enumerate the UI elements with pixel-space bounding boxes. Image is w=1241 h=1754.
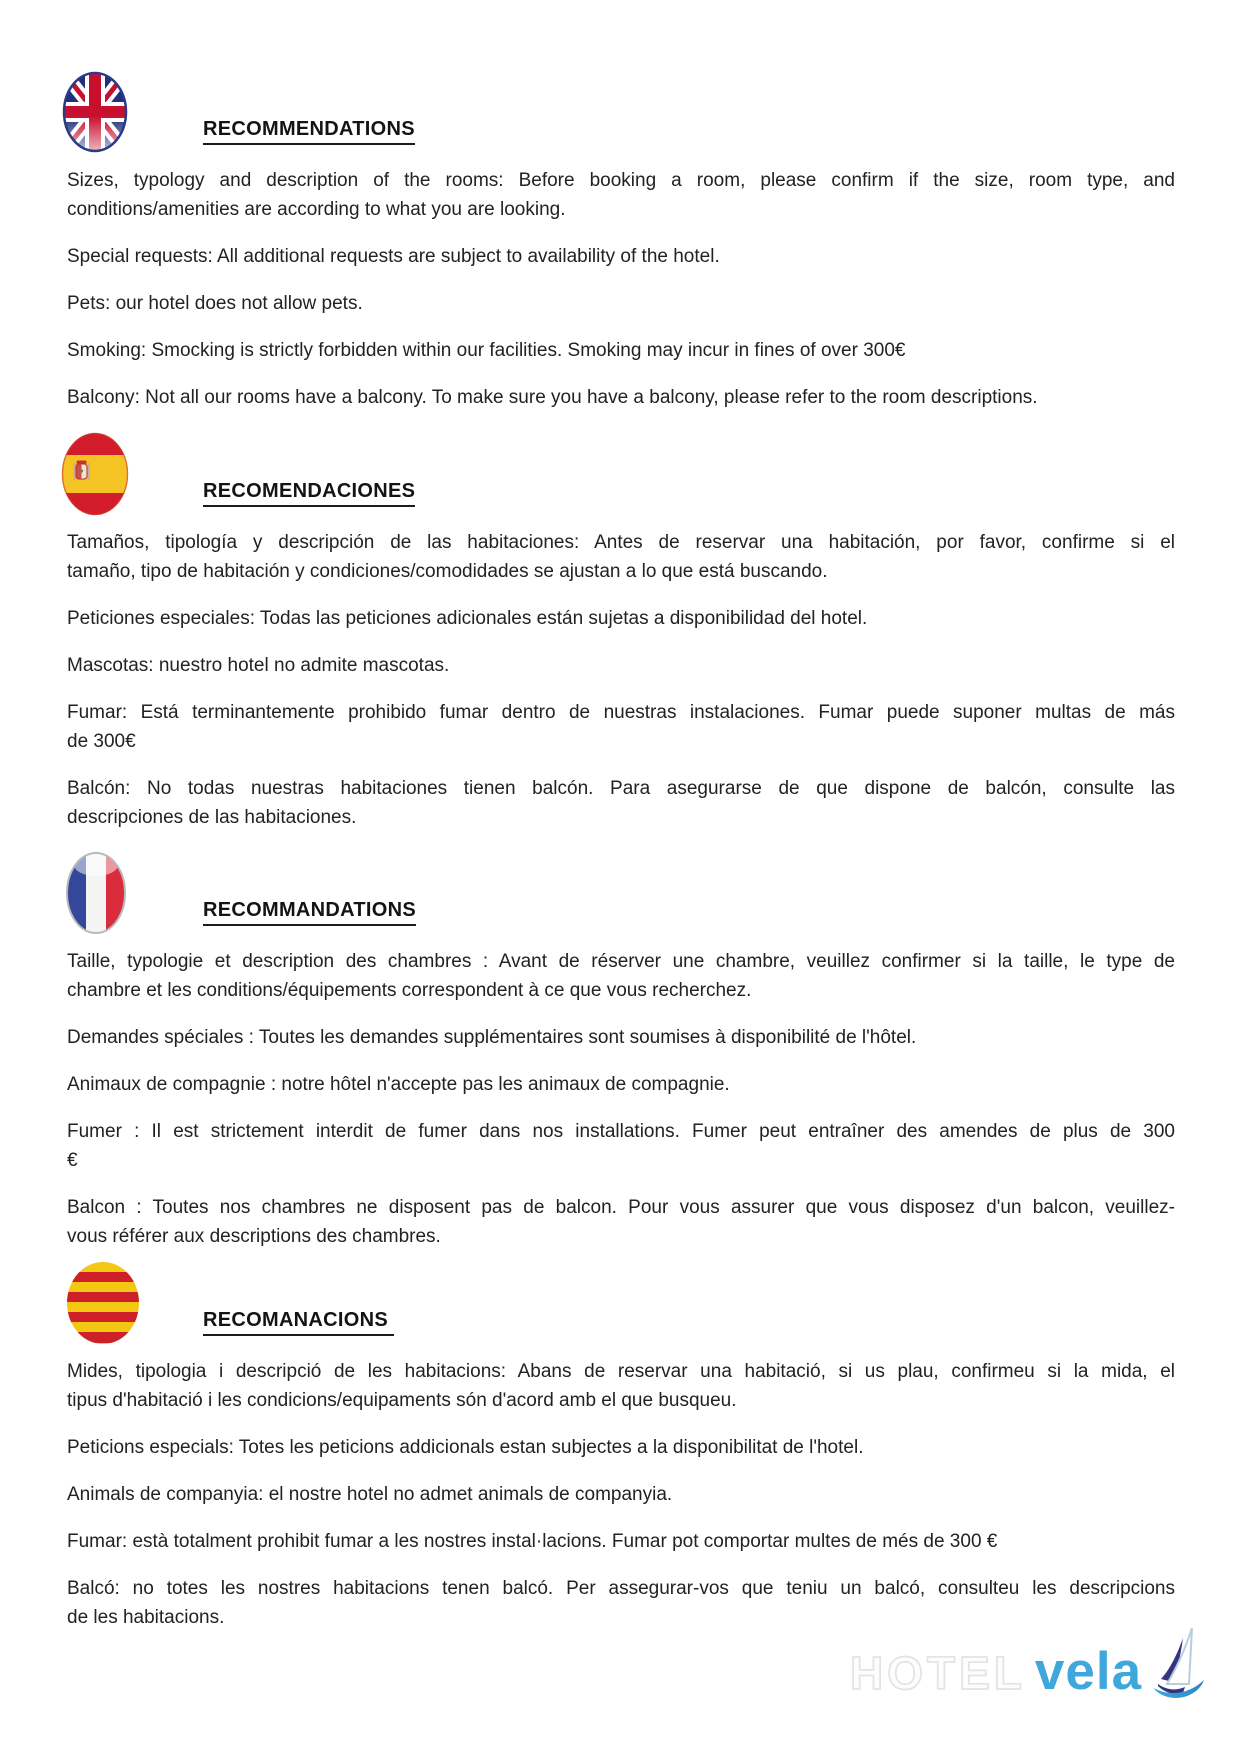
paragraph <box>67 1357 1175 1415</box>
text-line: de les habitacions. <box>67 1607 225 1628</box>
paragraph <box>67 1480 1175 1509</box>
text-line: Fumar: està totalment prohibit fumar a les nostres instal·lacions. Fumar pot comportar multes de més de 300 € <box>67 1531 998 1552</box>
sailboat-icon <box>1152 1626 1206 1702</box>
text-line: tamaño, tipo de habitación y condiciones/comodidades se ajustan a lo que está buscando. <box>67 561 828 582</box>
text-line: Pets: our hotel does not allow pets. <box>67 293 363 314</box>
text-line: Balcón: No todas nuestras habitaciones tienen balcón. Para asegurarse de que dispone de balcón, consulte las <box>67 778 1175 799</box>
text-line: Fumer : Il est strictement interdit de fumer dans nos installations. Fumer peut entraîner des amendes de plus de 300 <box>67 1121 1175 1142</box>
text-line: Animals de companyia: el nostre hotel no admet animals de companyia. <box>67 1484 673 1505</box>
logo-vela-text: vela <box>1034 1642 1143 1701</box>
spain-flag-icon <box>61 432 129 516</box>
paragraph <box>67 528 1175 586</box>
section-header <box>67 851 1175 935</box>
paragraph <box>67 289 1175 318</box>
paragraph <box>67 1433 1175 1462</box>
paragraph <box>67 336 1175 365</box>
text-line: chambre et les conditions/équipements correspondent à ce que vous recherchez. <box>67 980 752 1001</box>
text-line: Fumar: Está terminantemente prohibido fumar dentro de nuestras instalaciones. Fumar puede suponer multas de más <box>67 702 1175 723</box>
section-header <box>67 70 1175 154</box>
text-line: conditions/amenities are according to what you are looking. <box>67 199 566 220</box>
text-line: Demandes spéciales : Toutes les demandes supplémentaires sont soumises à disponibilité de l'hôtel. <box>67 1027 917 1048</box>
text-line: Balcony: Not all our rooms have a balcony. To make sure you have a balcony, please refer to the room descriptions. <box>67 387 1038 408</box>
text-line: tipus d'habitació i les condicions/equipaments són d'acord amb el que busqueu. <box>67 1390 737 1411</box>
section-heading: RECOMANACIONS <box>203 1309 394 1336</box>
text-line: Peticions especials: Totes les peticions addicionals estan subjectes a la disponibilitat de l'hotel. <box>67 1437 864 1458</box>
paragraph <box>67 1070 1175 1099</box>
text-line: Mides, tipologia i descripció de les habitacions: Abans de reservar una habitació, si us plau, confirmeu si la mida, el <box>67 1361 1175 1382</box>
section-ca <box>67 1261 1175 1650</box>
paragraph <box>67 1527 1175 1556</box>
section-header <box>67 1261 1175 1345</box>
section-heading: RECOMMANDATIONS <box>203 899 416 926</box>
france-flag-icon <box>65 851 127 935</box>
text-line: Taille, typologie et description des chambres : Avant de réserver une chambre, veuillez confirmer si la taille, le type de <box>67 951 1175 972</box>
text-line: Special requests: All additional requests are subject to availability of the hotel. <box>67 246 720 267</box>
text-line: Mascotas: nuestro hotel no admite mascotas. <box>67 655 450 676</box>
paragraph <box>67 774 1175 832</box>
hotel-vela-logo <box>850 1626 1206 1702</box>
paragraph <box>67 1023 1175 1052</box>
text-line: Sizes, typology and description of the rooms: Before booking a room, please confirm if the size, room type, and <box>67 170 1175 191</box>
text-line: Balcó: no totes les nostres habitacions tenen balcó. Per assegurar-vos que teniu un balcó, consulteu les descripcions <box>67 1578 1175 1599</box>
text-line: descripciones de las habitaciones. <box>67 807 357 828</box>
paragraph <box>67 651 1175 680</box>
section-en <box>67 70 1175 430</box>
uk-flag-icon <box>61 70 129 154</box>
text-line: de 300€ <box>67 731 136 752</box>
paragraph <box>67 1117 1175 1175</box>
catalonia-flag-icon <box>65 1261 141 1345</box>
text-line: Peticiones especiales: Todas las peticiones adicionales están sujetas a disponibilidad del hotel. <box>67 608 868 629</box>
paragraph <box>67 1574 1175 1632</box>
paragraph <box>67 604 1175 633</box>
text-line: Animaux de compagnie : notre hôtel n'accepte pas les animaux de compagnie. <box>67 1074 730 1095</box>
logo-hotel-text: HOTEL <box>850 1647 1026 1699</box>
text-line: Tamaños, tipología y descripción de las habitaciones: Antes de reservar una habitación, por favor, confirme si el <box>67 532 1175 553</box>
text-line: € <box>67 1150 78 1171</box>
paragraph <box>67 383 1175 412</box>
text-line: vous référer aux descriptions des chambres. <box>67 1226 441 1247</box>
section-heading: RECOMMENDATIONS <box>203 118 415 145</box>
paragraph <box>67 1193 1175 1251</box>
section-fr <box>67 851 1175 1269</box>
paragraph <box>67 242 1175 271</box>
paragraph <box>67 698 1175 756</box>
paragraph <box>67 166 1175 224</box>
section-header <box>67 432 1175 516</box>
section-heading: RECOMENDACIONES <box>203 480 415 507</box>
text-line: Smoking: Smocking is strictly forbidden within our facilities. Smoking may incur in fines of over 300€ <box>67 340 906 361</box>
paragraph <box>67 947 1175 1005</box>
text-line: Balcon : Toutes nos chambres ne disposent pas de balcon. Pour vous assurer que vous disposez d'un balcon, veuillez- <box>67 1197 1175 1218</box>
section-es <box>67 432 1175 850</box>
